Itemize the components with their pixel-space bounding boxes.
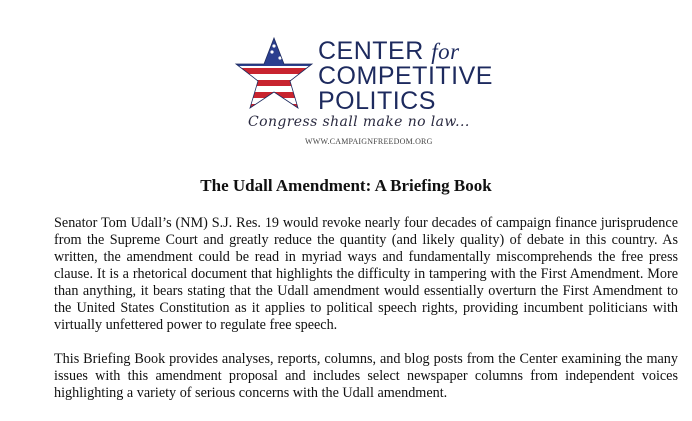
document-title: The Udall Amendment: A Briefing Book [200,176,492,195]
logo-tagline: Congress shall make no law... [248,114,470,130]
paragraph-briefing-book: This Briefing Book provides analyses, reports, columns, and blog posts from the Center examining the many issues with this amendment proposal and includes select newspaper columns from independent voices highlighting a variety of serious concerns with the Udall amendment. [54,351,678,401]
logo-line-center: CENTER for [318,37,460,65]
flag-star-icon [234,34,318,116]
center-for-competitive-politics-logo [234,34,514,152]
logo-line-politics: POLITICS [318,87,436,115]
logo-line-competitive: COMPETITIVE [318,62,493,90]
paragraph-intro: Senator Tom Udall’s (NM) S.J. Res. 19 would revoke nearly four decades of campaign finance jurisprudence from the Supreme Court and greatly reduce the quantity (and likely quality) of debate in this country. As written, the amendment could be read in myriad ways and fundamentally miscomprehends the free press clause. It is a rhetorical document that highlights the difficulty in tampering with the First Amendment. More than anything, it bears stating that the Udall amendment would essentially overturn the First Amendment to the United States Constitution as it applies to political speech rights, providing incumbent politicians with virtually unfettered power to regulate free speech. [54,215,678,333]
logo-word-for: for [431,39,460,64]
logo-url: WWW.CAMPAIGNFREEDOM.ORG [305,137,433,146]
